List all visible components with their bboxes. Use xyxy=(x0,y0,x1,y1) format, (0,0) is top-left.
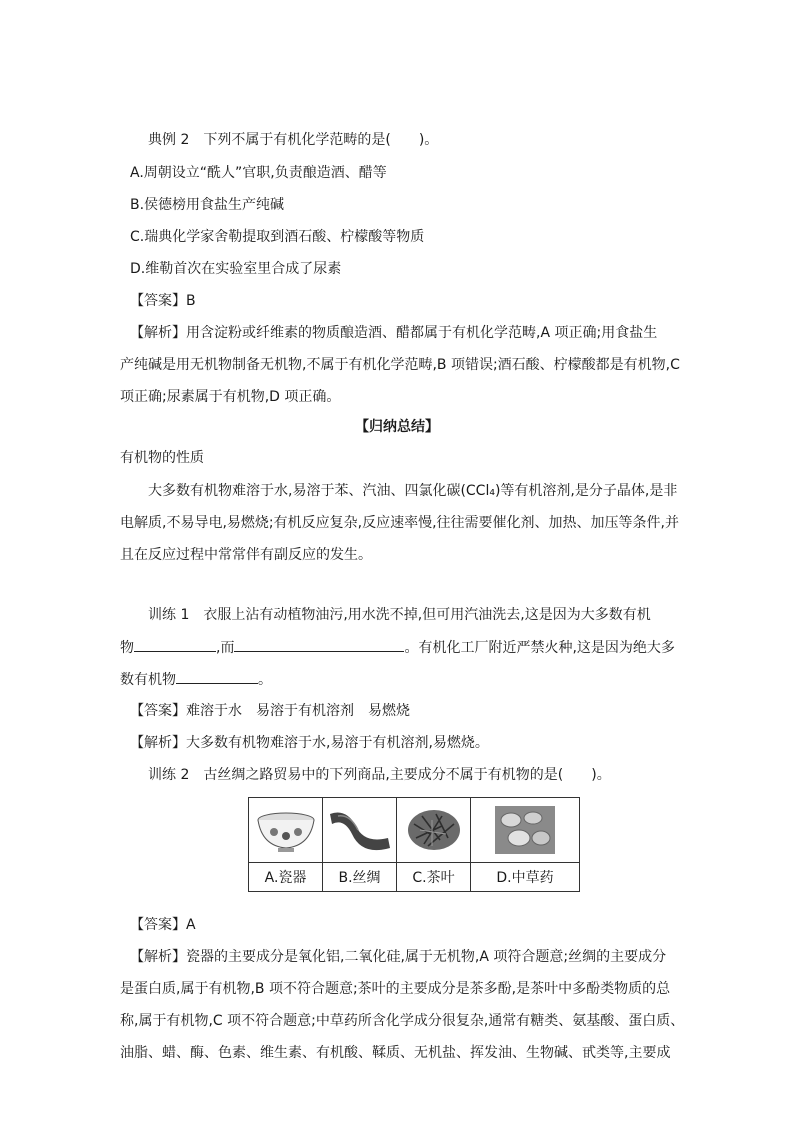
training1-analysis: 【解析】大多数有机物难溶于水,易溶于有机溶剂,易燃烧。 xyxy=(130,735,489,751)
summary-line3: 且在反应过程中常常伴有副反应的发生。 xyxy=(120,547,372,563)
example2-option-a: A.周朝设立“酰人”官职,负责酿造酒、醋等 xyxy=(130,165,387,181)
option-label-c: C.茶叶 xyxy=(397,863,471,892)
training1-line2-mid: ,而 xyxy=(216,640,235,656)
training1-answer: 【答案】难溶于水 易溶于有机溶剂 易燃烧 xyxy=(130,703,410,719)
tea-cell xyxy=(397,798,471,863)
training1-line1: 训练 1 衣服上沾有动植物油污,用水洗不掉,但可用汽油洗去,这是因为大多数有机 xyxy=(148,607,651,623)
training2-analysis-line2: 是蛋白质,属于有机物,B 项不符合题意;茶叶的主要成分是茶多酚,是茶叶中多酚类物质的总 xyxy=(120,981,671,997)
training2-analysis-line1: 【解析】瓷器的主要成分是氧化铝,二氧化硅,属于无机物,A 项符合题意;丝绸的主要成分 xyxy=(130,949,667,965)
example2-answer: 【答案】B xyxy=(130,293,196,309)
training1-line3 xyxy=(120,669,272,690)
training1-line3-start: 数有机物 xyxy=(120,672,176,688)
herbal-medicine-icon xyxy=(493,804,557,856)
summary-subheading: 有机物的性质 xyxy=(120,450,204,466)
example2-option-d: D.维勒首次在实验室里合成了尿素 xyxy=(130,261,342,277)
porcelain-bowl-icon xyxy=(254,804,318,856)
training1-line3-end: 。 xyxy=(258,672,272,688)
example2-option-b: B.侯德榜用食盐生产纯碱 xyxy=(130,197,285,213)
training2-question: 训练 2 古丝绸之路贸易中的下列商品,主要成分不属于有机物的是( )。 xyxy=(148,767,611,783)
porcelain-cell xyxy=(249,798,323,863)
silk-ribbon-icon xyxy=(328,804,392,856)
training2-analysis-line3: 称,属于有机物,C 项不符合题意;中草药所含化学成分很复杂,通常有糖类、氨基酸、蛋白质、 xyxy=(120,1013,685,1029)
training1-line2-start: 物 xyxy=(120,640,134,656)
herbal-cell xyxy=(471,798,580,863)
silk-cell xyxy=(323,798,397,863)
training2-answer: 【答案】A xyxy=(130,917,196,933)
training1-line2 xyxy=(120,637,675,658)
example2-analysis-line3: 项正确;尿素属于有机物,D 项正确。 xyxy=(120,389,341,405)
summary-line1: 大多数有机物难溶于水,易溶于苯、汽油、四氯化碳(CCl₄)等有机溶剂,是分子晶体,是非 xyxy=(148,483,678,499)
example2-analysis-line2: 产纯碱是用无机物制备无机物,不属于有机化学范畴,B 项错误;酒石酸、柠檬酸都是有机物,C xyxy=(120,357,680,373)
options-table xyxy=(248,797,580,892)
fill-in-blank-1[interactable] xyxy=(134,637,216,652)
fill-in-blank-2[interactable] xyxy=(234,637,404,652)
training2-analysis-line4: 油脂、蜡、酶、色素、维生素、有机酸、鞣质、无机盐、挥发油、生物碱、甙类等,主要成 xyxy=(120,1045,671,1061)
option-label-d: D.中草药 xyxy=(471,863,580,892)
option-label-a: A.瓷器 xyxy=(249,863,323,892)
option-label-b: B.丝绸 xyxy=(323,863,397,892)
example2-analysis-line1: 【解析】用含淀粉或纤维素的物质酿造酒、醋都属于有机化学范畴,A 项正确;用食盐生 xyxy=(130,325,658,341)
summary-line2: 电解质,不易导电,易燃烧;有机反应复杂,反应速率慢,往往需要催化剂、加热、加压等条件,并 xyxy=(120,515,679,531)
example2-question: 典例 2 下列不属于有机化学范畴的是( )。 xyxy=(148,132,439,148)
example2-option-c: C.瑞典化学家舍勒提取到酒石酸、柠檬酸等物质 xyxy=(130,229,425,245)
training1-line2-end: 。有机化工厂附近严禁火种,这是因为绝大多 xyxy=(404,640,675,656)
fill-in-blank-3[interactable] xyxy=(176,669,258,684)
tea-leaves-icon xyxy=(402,804,466,856)
summary-heading: 【归纳总结】 xyxy=(355,419,439,435)
